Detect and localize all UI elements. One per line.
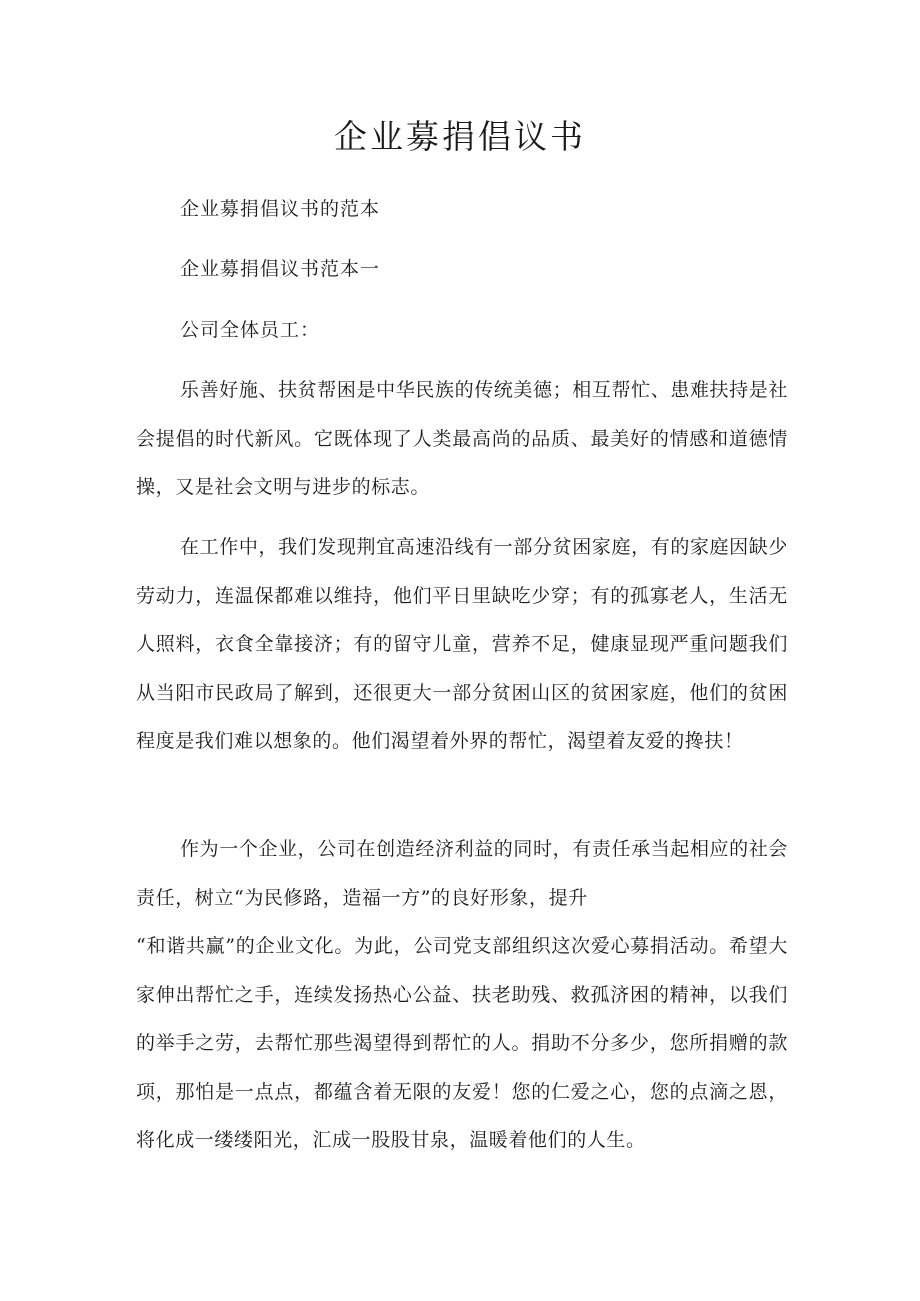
paragraph-2: 在工作中，我们发现荆宜高速沿线有一部分贫困家庭，有的家庭因缺少劳动力，连温保都难以维持，他们平日里缺吃少穿；有的孤寡老人，生活无人照料，衣食全靠接济；有的留守儿童，营养不足，健康显现严重问题我们从当阳市民政局了解到，还很更大一部分贫困山区的贫困家庭，他们的贫困程度是我们难以想象的。他们渴望着外界的帮忙，渴望着友爱的搀扶！	[136, 536, 788, 752]
document-title: 企业募捐倡议书	[334, 117, 586, 156]
paragraph-3: 作为一个企业，公司在创造经济利益的同时，有责任承当起相应的社会责任，树立“为民修路，造福一方”的良好形象，提升	[136, 838, 788, 909]
paragraph-1: 乐善好施、扶贫帮困是中华民族的传统美德；相互帮忙、患难扶持是社会提倡的时代新风。它既体现了人类最高尚的品质、最美好的情感和道德情操，又是社会文明与进步的标志。	[136, 379, 788, 498]
paragraph-4: “和谐共赢”的企业文化。为此，公司党支部组织这次爱心募捐活动。希望大家伸出帮忙之手，连续发扬热心公益、扶老助残、救孤济困的精神，以我们的举手之劳，去帮忙那些渴望得到帮忙的人。捐助不分多少，您所捐赠的款项，那怕是一点点，都蕴含着无限的友爱！您的仁爱之心，您的点滴之恩，将化成一缕缕阳光，汇成一股股甘泉，温暖着他们的人生。	[136, 935, 788, 1151]
document-subtitle: 企业募捐倡议书的范本	[180, 198, 381, 220]
section-title: 企业募捐倡议书范本一	[180, 258, 381, 280]
salutation: 公司全体员工：	[180, 319, 321, 341]
